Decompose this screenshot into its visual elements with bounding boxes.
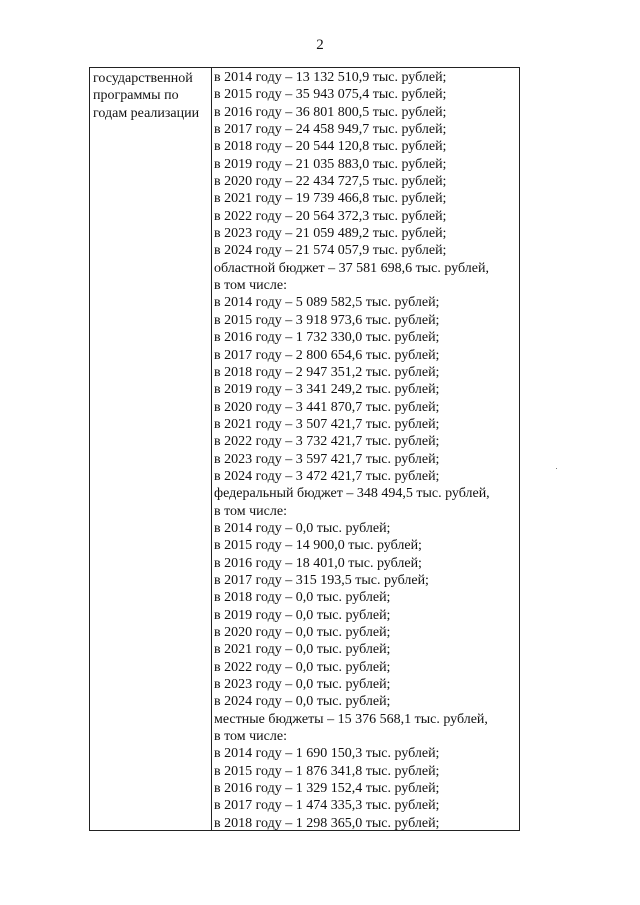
label-line: программы по (93, 88, 179, 104)
value-line: в 2024 году – 21 574 057,9 тыс. рублей; (214, 243, 447, 259)
value-line: в 2022 году – 0,0 тыс. рублей; (214, 659, 391, 675)
value-cell (214, 69, 519, 832)
value-line: в том числе: (214, 278, 287, 294)
column-divider (211, 68, 212, 830)
label-line: государственной (93, 71, 193, 86)
value-line: в 2017 году – 2 800 654,6 тыс. рублей; (214, 347, 440, 363)
value-line: в 2018 году – 20 544 120,8 тыс. рублей; (214, 139, 447, 155)
label-cell (93, 70, 211, 122)
value-line: в 2018 году – 2 947 351,2 тыс. рублей; (214, 364, 440, 380)
value-line: в 2015 году – 35 943 075,4 тыс. рублей; (214, 87, 447, 103)
label-line: годам реализации (93, 105, 200, 121)
value-line: в 2017 году – 1 474 335,3 тыс. рублей; (214, 798, 440, 814)
value-line: в 2016 году – 1 329 152,4 тыс. рублей; (214, 781, 440, 797)
value-line: в 2021 году – 19 739 466,8 тыс. рублей; (214, 191, 447, 207)
value-line: в 2023 году – 3 597 421,7 тыс. рублей; (214, 451, 440, 467)
value-line: в 2019 году – 0,0 тыс. рублей; (214, 607, 391, 623)
scan-speck (556, 468, 557, 469)
value-line: в 2023 году – 21 059 489,2 тыс. рублей; (214, 226, 447, 242)
value-line: в том числе: (214, 503, 287, 519)
value-line: в 2024 году – 0,0 тыс. рублей; (214, 694, 391, 710)
value-line: в 2019 году – 3 341 249,2 тыс. рублей; (214, 382, 440, 398)
value-line: в 2020 году – 0,0 тыс. рублей; (214, 625, 391, 640)
value-line: в том числе: (214, 729, 287, 745)
page-number: 2 (316, 37, 324, 53)
value-line: в 2014 году – 1 690 150,3 тыс. рублей; (214, 746, 440, 762)
value-line: в 2017 году – 24 458 949,7 тыс. рублей; (214, 122, 447, 138)
value-line: в 2016 году – 36 801 800,5 тыс. рублей; (214, 104, 447, 120)
value-line: в 2018 году – 1 298 365,0 тыс. рублей; (214, 815, 440, 831)
value-line: в 2022 году – 20 564 372,3 тыс. рублей; (214, 208, 447, 224)
value-line: в 2016 году – 18 401,0 тыс. рублей; (214, 555, 422, 571)
value-line: в 2018 году – 0,0 тыс. рублей; (214, 590, 391, 606)
value-line: в 2020 году – 22 434 727,5 тыс. рублей; (214, 174, 447, 190)
value-line: в 2024 году – 3 472 421,7 тыс. рублей; (214, 468, 440, 484)
value-line: в 2019 году – 21 035 883,0 тыс. рублей; (214, 156, 447, 172)
value-line: в 2014 году – 5 089 582,5 тыс. рублей; (214, 295, 440, 311)
value-line: областной бюджет – 37 581 698,6 тыс. рублей, (214, 260, 489, 276)
value-line: в 2014 году – 13 132 510,9 тыс. рублей; (214, 70, 447, 85)
value-line: в 2021 году – 3 507 421,7 тыс. рублей; (214, 416, 440, 432)
value-line: в 2016 году – 1 732 330,0 тыс. рублей; (214, 330, 440, 346)
value-line: в 2015 году – 14 900,0 тыс. рублей; (214, 538, 422, 554)
funding-table (89, 67, 520, 831)
value-line: федеральный бюджет – 348 494,5 тыс. рублей, (214, 486, 490, 502)
value-line: в 2023 году – 0,0 тыс. рублей; (214, 677, 391, 693)
value-line: в 2021 году – 0,0 тыс. рублей; (214, 642, 391, 658)
value-line: в 2020 году – 3 441 870,7 тыс. рублей; (214, 399, 440, 415)
value-line: в 2017 году – 315 193,5 тыс. рублей; (214, 572, 429, 588)
value-line: в 2022 году – 3 732 421,7 тыс. рублей; (214, 434, 440, 450)
value-line: местные бюджеты – 15 376 568,1 тыс. рублей, (214, 711, 488, 727)
value-line: в 2015 году – 1 876 341,8 тыс. рублей; (214, 763, 440, 779)
value-line: в 2015 году – 3 918 973,6 тыс. рублей; (214, 312, 440, 328)
value-line: в 2014 году – 0,0 тыс. рублей; (214, 520, 391, 536)
